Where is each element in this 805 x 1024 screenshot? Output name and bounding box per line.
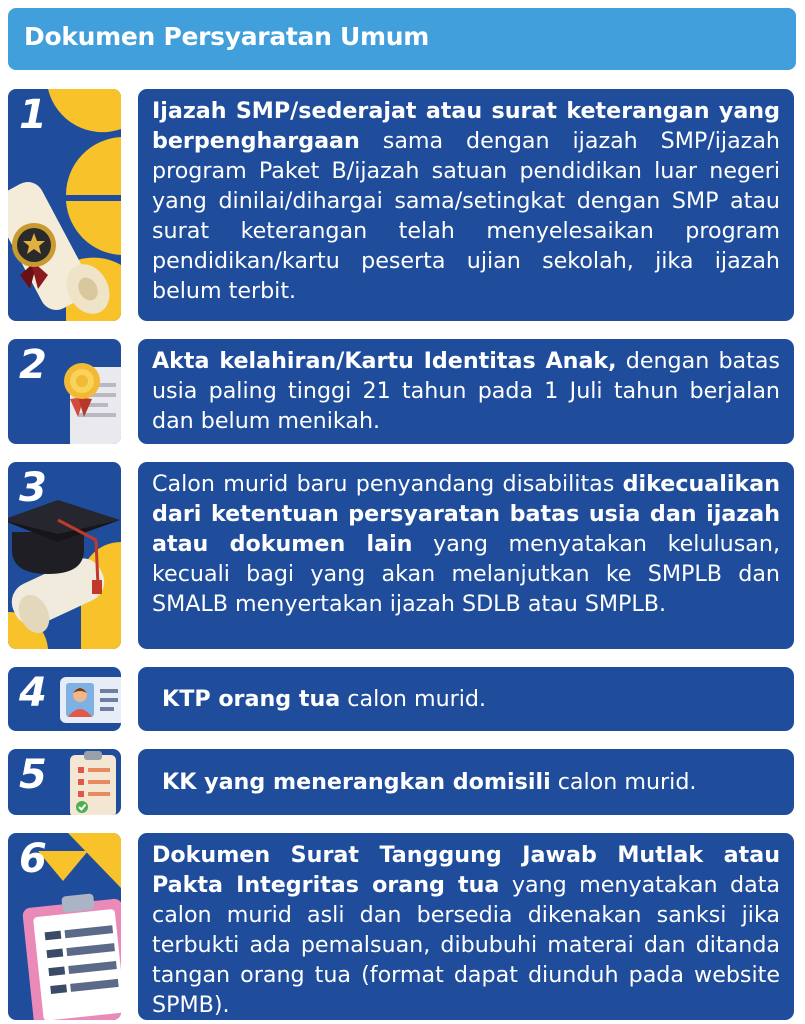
item-4-bold-text: KTP orang tua xyxy=(162,686,341,712)
item-5-card xyxy=(138,749,794,815)
item-2-illustration xyxy=(8,339,121,444)
item-3-illustration xyxy=(8,462,121,649)
item-3-bold-text: dikecualikan dari ketentuan persyaratan batas usia dan ijazah atau dokumen lain xyxy=(152,471,780,557)
item-number: 4 xyxy=(19,670,47,716)
item-3-lead-text: Calon murid baru penyandang disabilitas xyxy=(152,471,623,497)
requirement-item-1 xyxy=(8,89,796,321)
item-number: 5 xyxy=(19,752,47,798)
requirement-item-3 xyxy=(8,462,796,649)
item-3-text: yang menyatakan kelulusan, kecuali bagi yang akan melanjutkan ke SMPLB dan SMALB menyertakan ijazah SDLB atau SMPLB. xyxy=(152,531,780,617)
page-title: Dokumen Persyaratan Umum xyxy=(24,22,430,51)
item-6-bold-text: Dokumen Surat Tanggung Jawab Mutlak atau Pakta Integritas orang tua xyxy=(152,842,780,898)
requirement-item-5 xyxy=(8,749,796,815)
section-header xyxy=(8,8,796,70)
requirement-item-6 xyxy=(8,833,796,1020)
item-4-card xyxy=(138,667,794,731)
item-1-bold-text: Ijazah SMP/sederajat atau surat keterangan yang berpenghargaan xyxy=(152,98,780,154)
item-5-bold-text: KK yang menerangkan domisili xyxy=(162,769,551,795)
item-2-bold-text: Akta kelahiran/Kartu Identitas Anak, xyxy=(152,348,617,374)
item-6-text: yang menyatakan data calon murid asli dan bersedia dikenakan sanksi jika terbukti ada pemalsuan, dibubuhi materai dan ditanda tangan orang tua (format dapat diunduh pada website SPMB). xyxy=(152,872,780,1018)
item-6-card xyxy=(138,833,794,1020)
item-5-illustration xyxy=(8,749,121,815)
item-2-card xyxy=(138,339,794,444)
item-1-card xyxy=(138,89,794,321)
item-1-illustration xyxy=(8,89,121,321)
item-4-text: calon murid. xyxy=(340,686,487,712)
item-6-illustration xyxy=(8,833,121,1020)
item-5-text: calon murid. xyxy=(550,769,697,795)
item-number: 3 xyxy=(19,465,47,511)
item-2-text: dengan batas usia paling tinggi 21 tahun pada 1 Juli tahun berjalan dan belum menikah. xyxy=(152,348,780,434)
item-number: 2 xyxy=(19,342,47,388)
requirement-item-4 xyxy=(8,667,796,731)
item-number: 6 xyxy=(19,836,47,882)
item-4-illustration xyxy=(8,667,121,731)
requirement-item-2 xyxy=(8,339,796,444)
item-3-card xyxy=(138,462,794,649)
item-number: 1 xyxy=(19,92,47,138)
item-1-text: sama dengan ijazah SMP/ijazah program Paket B/ijazah satuan pendidikan luar negeri yang dinilai/dihargai sama/setingkat dengan SMP atau surat keterangan telah menyelesaikan program pendidikan/kartu peserta ujian sekolah, jika ijazah belum terbit. xyxy=(152,128,780,304)
